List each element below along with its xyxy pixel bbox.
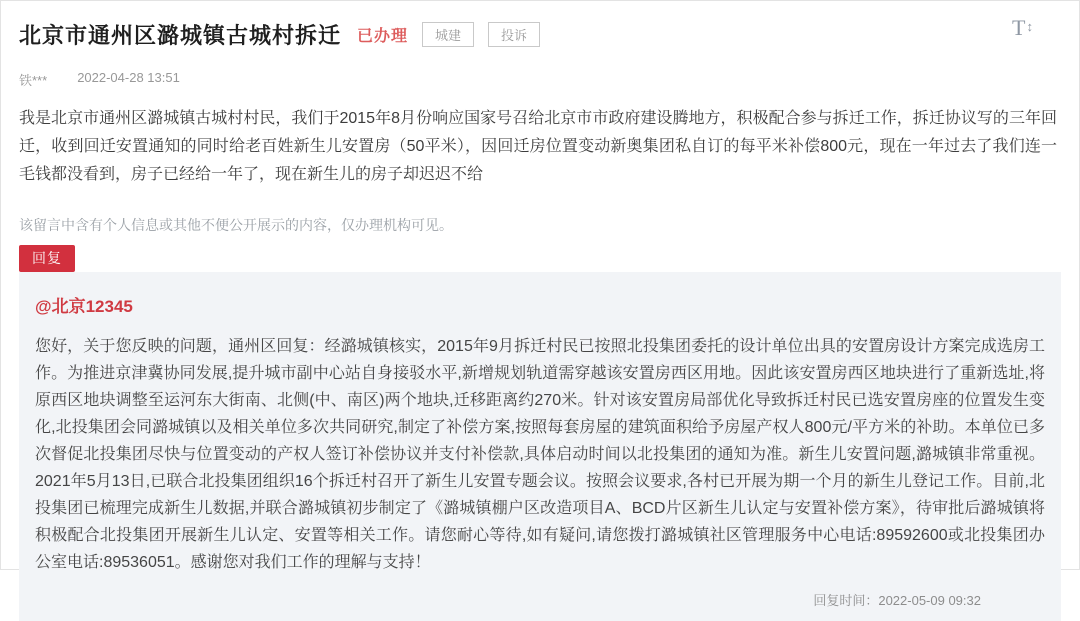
- font-resize-icon[interactable]: [1012, 15, 1033, 41]
- privacy-notice: 该留言中含有个人信息或其他不便公开展示的内容，仅办理机构可见。: [19, 217, 453, 233]
- tag-category[interactable]: 城建: [422, 22, 474, 47]
- updown-arrow-icon: ↕: [1026, 19, 1033, 34]
- author-name: 铁***: [19, 73, 48, 88]
- reply-time-label: 回复时间：: [813, 593, 879, 608]
- reply-time: [35, 590, 1045, 609]
- complaint-meta: [1, 70, 1079, 89]
- reply-recipient: @北京12345: [35, 297, 133, 316]
- reply-time-value: 2022-05-09 09:32: [878, 593, 981, 608]
- reply-card: [19, 272, 1061, 621]
- font-resize-glyph: T: [1012, 15, 1026, 40]
- page-title: 北京市通州区潞城镇古城村拆迁: [19, 23, 342, 48]
- status-badge: 已办理: [357, 28, 409, 45]
- reply-body: 您好，关于您反映的问题，通州区回复：经潞城镇核实，2015年9月拆迁村民已按照北投集团委托的设计单位出具的安置房设计方案完成选房工作。为推进京津冀协同发展,提升城市副中心站自身接驳水平,新增规划轨道需穿越该安置房西区用地。因此该安置房西区地块进行了重新选址,将原西区地块调整至运河东大街南、北侧(中、南区)两个地块,迁移距离约270米。针对该安置房局部优化导致拆迁村民已选安置房座的位置发生变化,北投集团会同潞城镇以及相关单位多次共同研究,制定了补偿方案,按照每套房屋的建筑面积给予房屋产权人800元/平方米的补助。本单位已多次督促北投集团尽快与位置变动的产权人签订补偿协议并支付补偿款,具体启动时间以北投集团的通知为准。新生儿安置问题,潞城镇非常重视。2021年5月13日,已联合北投集团组织16个拆迁村召开了新生儿安置专题会议。按照会议要求,各村已开展为期一个月的新生儿登记工作。目前,北投集团已梳理完成新生儿数据,并联合潞城镇初步制定了《潞城镇棚户区改造项目A、BCD片区新生儿认定与安置补偿方案》，待审批后潞城镇将积极配合北投集团开展新生儿认定、安置等相关工作。请您耐心等待,如有疑问,请您拨打潞城镇社区管理服务中心电话:89592600或北投集团办公室电话:89536051。感谢您对我们工作的理解与支持！: [35, 338, 1045, 571]
- reply-button[interactable]: 回复: [19, 245, 75, 272]
- complaint-body: 我是北京市通州区潞城镇古城村村民，我们于2015年8月份响应国家号召给北京市市政府建设腾地方，积极配合参与拆迁工作，拆迁协议写的三年回迁，收到回迁安置通知的同时给老百姓新生儿安置房（50平米），因回迁房位置变动新奥集团私自订的每平米补偿800元，现在一年过去了我们连一毛钱都没看到，房子已经给一年了，现在新生儿的房子却迟迟不给: [19, 110, 1057, 183]
- tag-type[interactable]: 投诉: [488, 22, 540, 47]
- header: [1, 1, 1079, 50]
- post-date: 2022-04-28 13:51: [77, 70, 180, 85]
